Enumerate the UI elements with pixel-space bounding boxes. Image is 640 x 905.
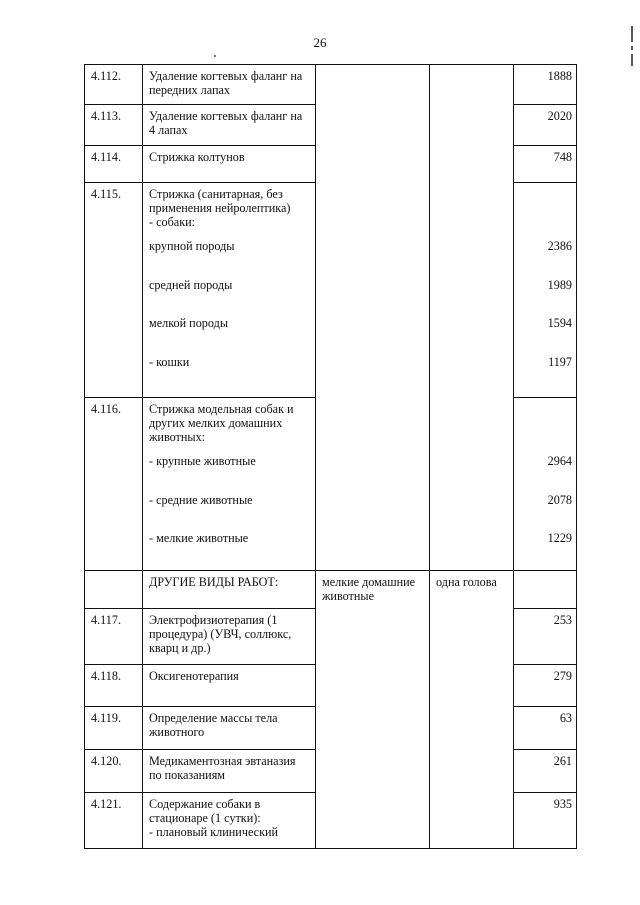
unit-of-measure: одна голова [430, 570, 514, 848]
price-value: 748 [514, 146, 577, 183]
price-group [514, 183, 577, 398]
section-header-row [85, 570, 577, 608]
price-value: 1229 [547, 531, 572, 545]
sub-item: крупной породы [149, 239, 235, 253]
price-value: 253 [514, 608, 577, 664]
scan-speck [214, 55, 216, 57]
service-name: Стрижка модельная собак и других мелких домашних животных: [149, 402, 294, 444]
edge-mark [631, 26, 634, 66]
sub-item: - мелкие животные [149, 531, 249, 545]
page-number: 26 [313, 35, 327, 50]
price-group [514, 398, 577, 571]
price-table [84, 64, 577, 849]
price-value: 2386 [547, 239, 572, 253]
row-number: 4.113. [85, 105, 143, 146]
animal-type: мелкие домашние животные [316, 570, 430, 848]
service-name: Оксигенотерапия [143, 664, 316, 706]
sub-item: средней породы [149, 277, 233, 292]
price-value: 1594 [547, 316, 572, 330]
sub-item: - крупные животные [149, 454, 256, 468]
row-number: 4.121. [85, 792, 143, 848]
service-name: Удаление когтевых фаланг на 4 лапах [143, 105, 316, 146]
service-name: Определение массы тела животного [143, 706, 316, 749]
service-name: Стрижка (санитарная, без применения нейролептика) [149, 187, 291, 215]
row-number: 4.118. [85, 664, 143, 706]
row-number [85, 570, 143, 608]
sub-item: - плановый клинический [149, 824, 279, 839]
price-value: 935 [514, 792, 577, 848]
service-name-group [143, 398, 316, 571]
price-value: 261 [514, 749, 577, 792]
row-number: 4.114. [85, 146, 143, 183]
service-name: Медикаментозная эвтаназия по показаниям [143, 749, 316, 792]
price-value [514, 570, 577, 608]
animal-cell-top [316, 65, 430, 571]
price-value: 2020 [514, 105, 577, 146]
sub-item: - средние животные [149, 492, 253, 507]
group-label: - собаки: [149, 215, 196, 229]
price-value: 279 [514, 664, 577, 706]
row-number: 4.115. [85, 183, 143, 398]
sub-item: - кошки [149, 354, 190, 369]
price-value: 2964 [547, 454, 572, 468]
service-name-group [143, 792, 316, 848]
row-number: 4.116. [85, 398, 143, 571]
row-number: 4.119. [85, 706, 143, 749]
row-number: 4.120. [85, 749, 143, 792]
price-value: 63 [514, 706, 577, 749]
section-title: ДРУГИЕ ВИДЫ РАБОТ: [143, 570, 316, 608]
price-value: 1888 [514, 65, 577, 105]
unit-cell-top [430, 65, 514, 571]
service-name: Содержание собаки в стационаре (1 сутки): [149, 796, 261, 825]
price-value: 1989 [547, 277, 572, 292]
service-name: Стрижка колтунов [143, 146, 316, 183]
service-name-group [143, 183, 316, 398]
price-value: 1197 [548, 354, 572, 369]
sub-item: мелкой породы [149, 316, 229, 330]
service-name: Удаление когтевых фаланг на передних лапах [143, 65, 316, 105]
table-row [85, 65, 577, 105]
row-number: 4.112. [85, 65, 143, 105]
service-name: Электрофизиотерапия (1 процедура) (УВЧ, соллюкс, кварц и др.) [143, 608, 316, 664]
price-value: 2078 [547, 492, 572, 507]
row-number: 4.117. [85, 608, 143, 664]
